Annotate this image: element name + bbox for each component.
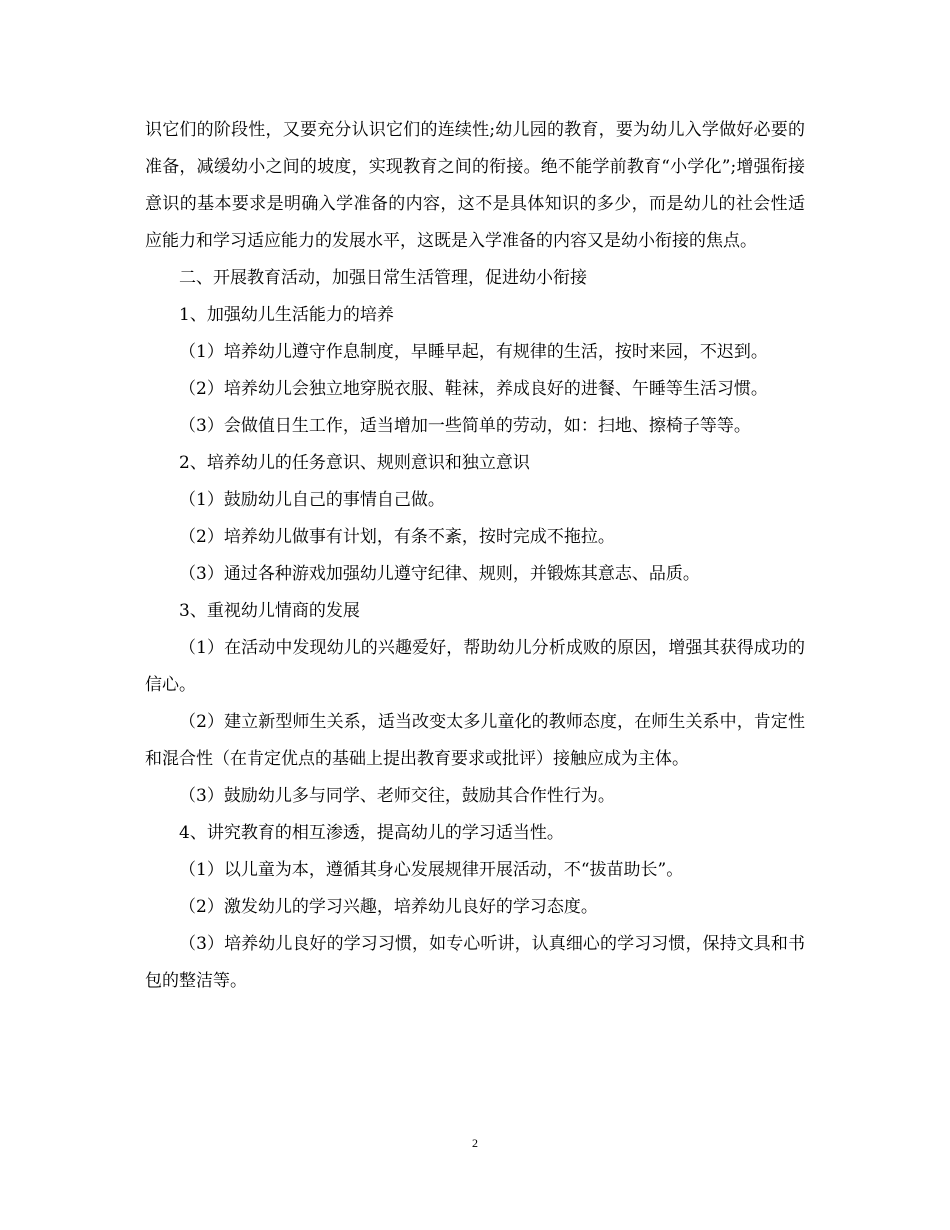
list-item: （2）激发幼儿的学习兴趣，培养幼儿良好的学习态度。: [179, 897, 598, 917]
list-item: （1）培养幼儿遵守作息制度，早睡早起，有规律的生活，按时来园，不迟到。: [179, 342, 768, 362]
list-item: （1）鼓励幼儿自己的事情自己做。: [179, 490, 445, 510]
list-item: （3）通过各种游戏加强幼儿遵守纪律、规则，并锻炼其意志、品质。: [179, 564, 700, 584]
paragraph-continued: 识它们的阶段性，又要充分认识它们的连续性;幼儿园的教育，要为幼儿入学做好必要的准备，减缓幼小之间的坡度，实现教育之间的衔接。绝不能学前教育“小学化”;增强衔接意识的基本要求是明确入学准备的内容，这不是具体知识的多少，而是幼儿的社会性适应能力和学习适应能力的发展水平，这既是入学准备的内容又是幼小衔接的焦点。: [145, 120, 805, 251]
subheading-3: 3、重视幼儿情商的发展: [179, 601, 360, 621]
document-body: [145, 112, 805, 1000]
subheading-1: 1、加强幼儿生活能力的培养: [179, 305, 394, 325]
page-number: 2: [472, 1136, 478, 1150]
list-item: （1）在活动中发现幼儿的兴趣爱好，帮助幼儿分析成败的原因，增强其获得成功的信心。: [145, 638, 805, 695]
list-item: （2）建立新型师生关系，适当改变太多儿童化的教师态度，在师生关系中，肯定性和混合性（在肯定优点的基础上提出教育要求或批评）接触应成为主体。: [145, 712, 805, 769]
list-item: （2）培养幼儿会独立地穿脱衣服、鞋袜，养成良好的进餐、午睡等生活习惯。: [179, 379, 768, 399]
subheading-2: 2、培养幼儿的任务意识、规则意识和独立意识: [179, 453, 530, 473]
list-item: （1）以儿童为本，遵循其身心发展规律开展活动，不“拔苗助长”。: [179, 860, 684, 880]
list-item: （2）培养幼儿做事有计划，有条不紊，按时完成不拖拉。: [179, 527, 615, 547]
list-item: （3）鼓励幼儿多与同学、老师交往，鼓励其合作性行为。: [179, 786, 615, 806]
list-item: （3）会做值日生工作，适当增加一些简单的劳动，如：扫地、擦椅子等等。: [179, 416, 751, 436]
list-item: （3）培养幼儿良好的学习习惯，如专心听讲，认真细心的学习习惯，保持文具和书包的整洁等。: [145, 934, 805, 991]
subheading-4: 4、讲究教育的相互渗透，提高幼儿的学习适当性。: [179, 823, 564, 843]
section-heading-2: 二、开展教育活动，加强日常生活管理，促进幼小衔接: [179, 268, 587, 288]
